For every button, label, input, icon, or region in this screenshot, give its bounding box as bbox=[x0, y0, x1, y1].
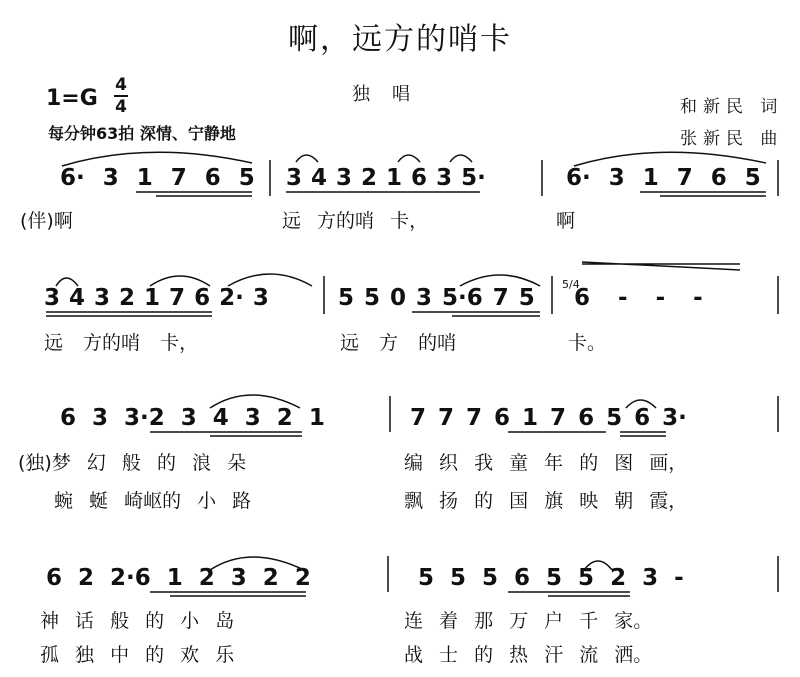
measure-4-1: 6 2 2·6 1 2 3 2 2 bbox=[46, 565, 311, 591]
lyricist-credit: 和新民 词 bbox=[680, 97, 784, 117]
lyric-4-v1-b: 连 着 那 万 户 千 家。 bbox=[404, 610, 653, 632]
performance-type: 独唱 bbox=[352, 84, 432, 105]
measure-3-1: 6 3 3·2 3 4 3 2 1 bbox=[60, 405, 325, 431]
measure-3-2: 7 7 7 6 1 7 6 5 6 3· bbox=[410, 405, 687, 431]
time-signature-top: 4 bbox=[115, 75, 127, 95]
tempo-marking: 每分钟63拍 深情、宁静地 bbox=[48, 124, 236, 143]
lyric-4-v2-a: 孤 独 中 的 欢 乐 bbox=[40, 644, 235, 666]
key-signature: 1=G bbox=[46, 86, 98, 111]
lyric-2-c: 卡。 bbox=[568, 332, 607, 354]
lyric-3-v2-a: 蜿 蜒 崎岖的 小 路 bbox=[54, 490, 252, 512]
lyric-1-a: (伴)啊 bbox=[20, 210, 73, 232]
lyric-4-v1-a: 神 话 般 的 小 岛 bbox=[40, 610, 235, 632]
lyric-4-v2-b: 战 士 的 热 汗 流 洒。 bbox=[404, 644, 653, 666]
lyric-1-b: 远 方的哨 卡， bbox=[282, 210, 429, 232]
lyric-2-b: 远 方 的哨 bbox=[340, 332, 457, 354]
lyric-3-v1-a: (独)梦 幻 般 的 浪 朵 bbox=[18, 452, 247, 474]
time-signature-bottom: 4 bbox=[115, 97, 127, 117]
measure-1-1: 6· 3 1 7 6 5 bbox=[60, 165, 255, 191]
lyric-3-v2-b: 飘 扬 的 国 旗 映 朝 霞， bbox=[404, 490, 688, 512]
measure-2-2: 5 5 0 3 5·6 7 5 bbox=[338, 285, 535, 311]
measure-1-3: 6· 3 1 7 6 5 bbox=[566, 165, 761, 191]
measure-2-1: 3 4 3 2 1 7 6 2· 3 bbox=[44, 285, 269, 311]
meter-change: 5/4 bbox=[562, 278, 580, 291]
song-title: 啊，远方的哨卡 bbox=[288, 22, 512, 57]
measure-2-3: 6 - - - bbox=[574, 285, 703, 311]
lyric-1-c: 啊 bbox=[556, 210, 576, 232]
measure-1-2: 3 4 3 2 1 6 3 5· bbox=[286, 165, 486, 191]
measure-4-2: 5 5 5 6 5 5 2 3 - bbox=[418, 565, 684, 591]
lyric-3-v1-b: 编 织 我 童 年 的 图 画， bbox=[404, 452, 688, 474]
lyric-2-a: 远 方的哨 卡， bbox=[44, 332, 199, 354]
composer-credit: 张新民 曲 bbox=[680, 129, 784, 149]
